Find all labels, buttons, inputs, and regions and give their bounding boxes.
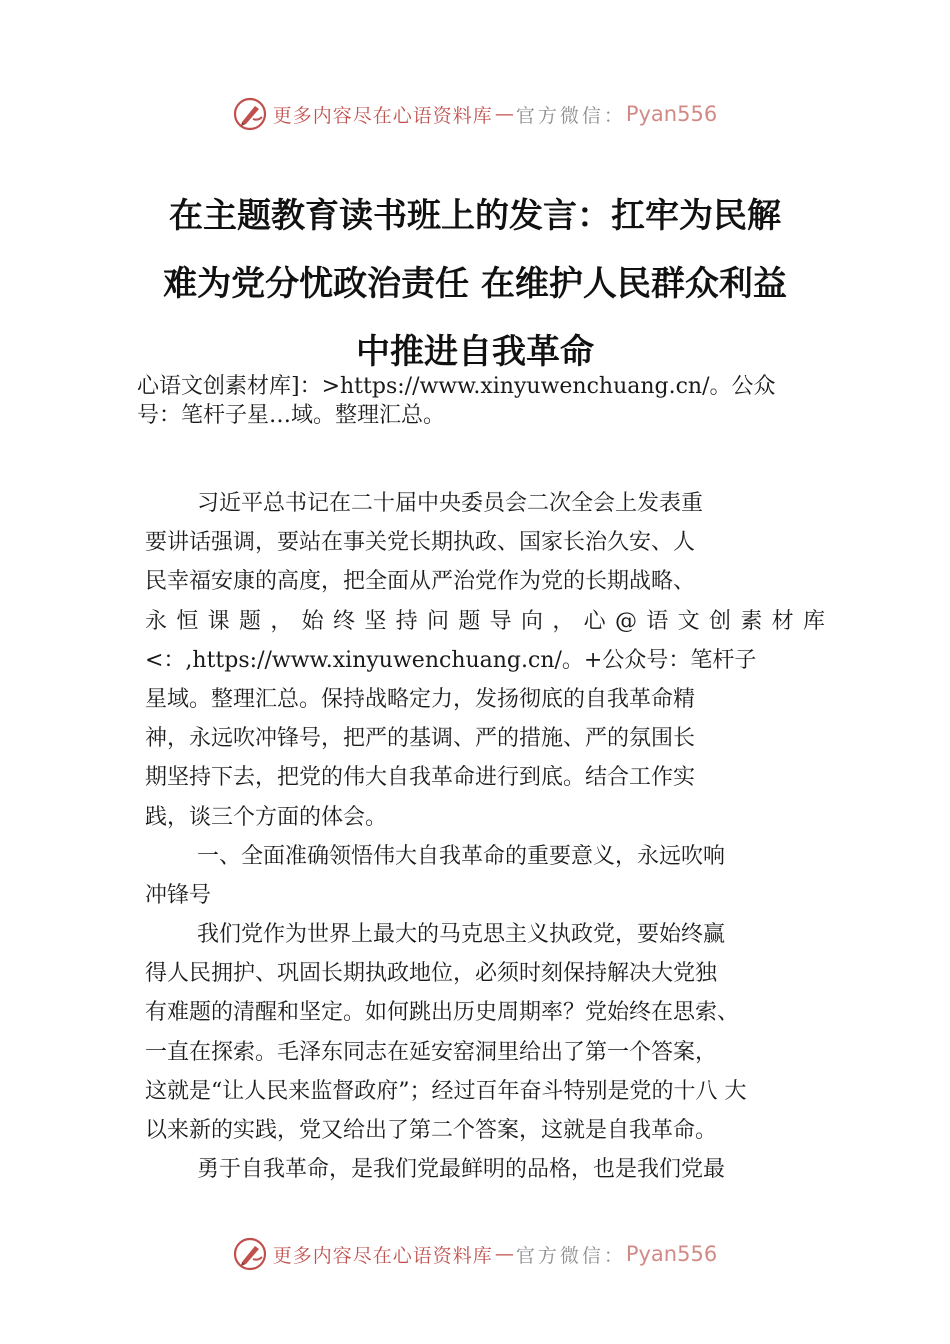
body-line: 民幸福安康的高度，把全面从严治党作为党的长期战略、 [145,569,696,595]
body-line: 神，永远吹冲锋号，把严的基调、严的措施、严的氛围长 [145,726,696,752]
body-line: 有难题的清醒和坚定。如何跳出历史周期率？党始终在思索、 [145,1000,740,1026]
document-body [145,484,825,1189]
banner-library-text: 更多内容尽在心语资料库 [272,1244,493,1267]
section-heading: 冲锋号 [145,882,212,908]
body-line: 期坚持下去，把党的伟大自我革命进行到底。结合工作实 [145,765,696,791]
body-line: <：,https://www.xinyuwenchuang.cn/。+公众号：笔杆子 [145,647,757,673]
body-line: 星域。整理汇总。保持战略定力，发扬彻底的自我革命精 [145,686,696,712]
banner-wechat-id: Pyan556 [625,102,718,126]
body-line: 以来新的实践，党又给出了第二个答案，这就是自我革命。 [145,1118,718,1143]
banner-separator: — [494,103,514,125]
banner-separator: — [494,1243,514,1265]
document-title [120,182,830,386]
body-line: 我们党作为世界上最大的马克思主义执政党，要始终赢 [197,922,726,948]
body-line: 永恒课题，始终坚持问题导向，心@语文创素材库 [145,608,825,634]
title-line: 难为党分忧政治责任 在维护人民群众利益 [163,264,787,304]
banner-wechat-label: 官方微信： [515,1244,626,1267]
source-note [137,372,837,430]
footer-banner [0,1234,950,1274]
body-line: 勇于自我革命，是我们党最鲜明的品格，也是我们党最 [197,1157,726,1183]
pen-logo-icon [233,1237,267,1271]
banner-wechat-label: 官方微信： [515,104,626,127]
body-line: 习近平总书记在二十届中央委员会二次全会上发表重 [197,491,704,516]
banner-library-text: 更多内容尽在心语资料库 [272,104,493,127]
source-line: 心语文创素材库]：>https://www.xinyuwenchuang.cn/。公众 [137,374,776,399]
title-line: 中推进自我革命 [356,332,594,372]
header-banner [0,94,950,134]
title-line: 在主题教育读书班上的发言：扛牢为民解 [169,196,781,236]
body-line: 一直在探索。毛泽东同志在延安窑洞里给出了第一个答案， [145,1039,718,1065]
body-line: 要讲话强调，要站在事关党长期执政、国家长治久安、人 [145,530,696,556]
banner-wechat-id: Pyan556 [625,1242,718,1266]
body-line: 这就是“让人民来监督政府”；经过百年奋斗特别是党的十八 大 [145,1078,747,1104]
pen-logo-icon [233,97,267,131]
section-heading: 一、全面准确领悟伟大自我革命的重要意义，永远吹响 [197,843,726,869]
body-line: 践，谈三个方面的体会。 [145,804,388,830]
source-line: 号：笔杆子星…域。整理汇总。 [137,403,446,428]
body-line: 得人民拥护、巩固长期执政地位，必须时刻保持解决大党独 [145,961,718,987]
